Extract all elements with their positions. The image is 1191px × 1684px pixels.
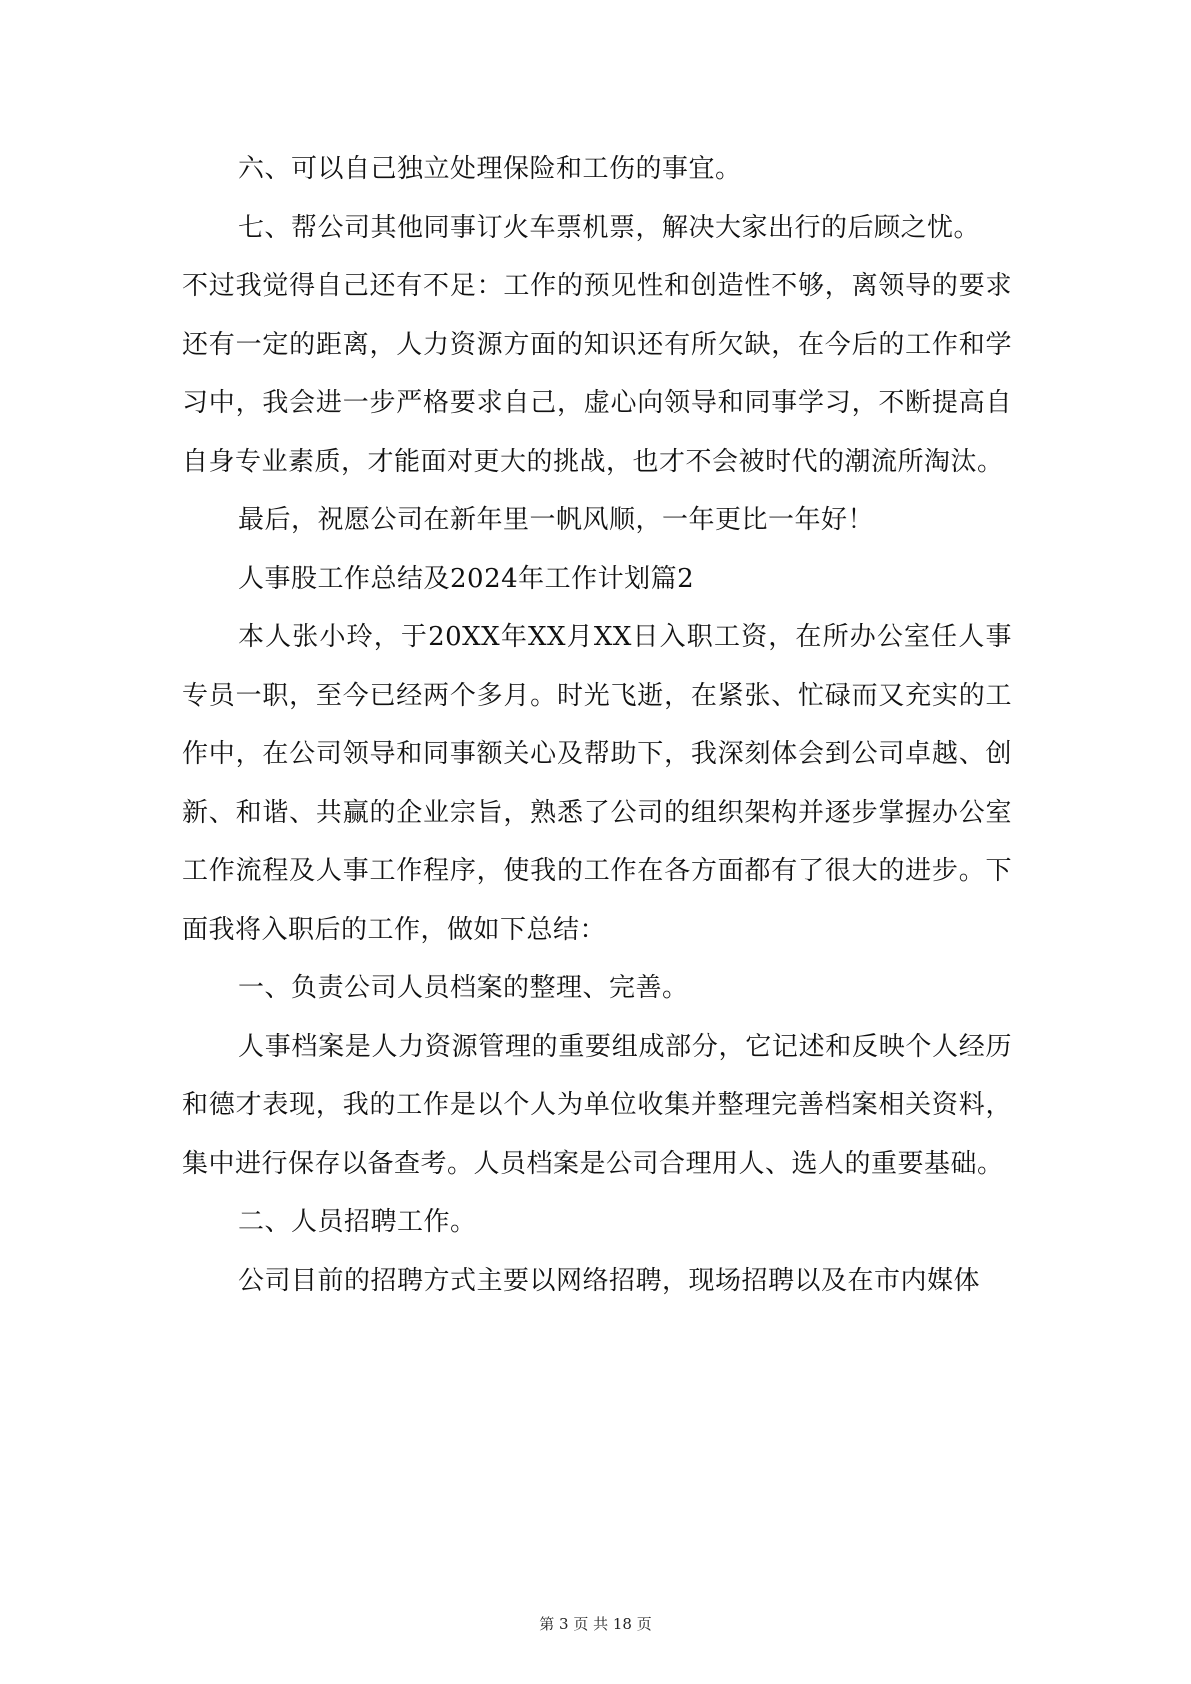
paragraph-archives: 人事档案是人力资源管理的重要组成部分，它记述和反映个人经历和德才表现，我的工作是以个人为单位收集并整理完善档案相关资料，集中进行保存以备查考。人员档案是公司合理用人、选人的重要基础。	[182, 1031, 1012, 1179]
paragraph-recruiting: 公司目前的招聘方式主要以网络招聘，现场招聘以及在市内媒体	[238, 1265, 981, 1296]
paragraph-intro: 本人张小玲，于20XX年XX月XX日入职工资，在所办公室任人事专员一职，至今已经两个多月。时光飞逝，在紧张、忙碌而又充实的工作中，在公司领导和同事额关心及帮助下，我深刻体会到公司卓越、创新、和谐、共赢的企业宗旨，熟悉了公司的组织架构并逐步掌握办公室工作流程及人事工作程序，使我的工作在各方面都有了很大的进步。下面我将入职后的工作，做如下总结：	[182, 622, 1012, 945]
page-footer: 第 3 页 共 18 页	[539, 1615, 652, 1633]
paragraph-closing-wish: 最后，祝愿公司在新年里一帆风顺，一年更比一年好！	[238, 505, 875, 535]
paragraph-shortcomings: 不过我觉得自己还有不足：工作的预见性和创造性不够，离领导的要求还有一定的距离，人力资源方面的知识还有所欠缺，在今后的工作和学习中，我会进一步严格要求自己，虚心向领导和同事学习，不断提高自自身专业素质，才能面对更大的挑战，也才不会被时代的潮流所淘汰。	[182, 271, 1012, 477]
paragraph-heading-2: 二、人员招聘工作。	[238, 1207, 477, 1237]
section-title: 人事股工作总结及2024年工作计划篇2	[238, 563, 695, 594]
paragraph-heading-1: 一、负责公司人员档案的整理、完善。	[238, 973, 689, 1003]
paragraph-item-6: 六、可以自己独立处理保险和工伤的事宜。	[238, 154, 742, 184]
document-body	[182, 140, 1012, 1310]
paragraph-item-7: 七、帮公司其他同事订火车票机票，解决大家出行的后顾之忧。	[238, 212, 981, 243]
